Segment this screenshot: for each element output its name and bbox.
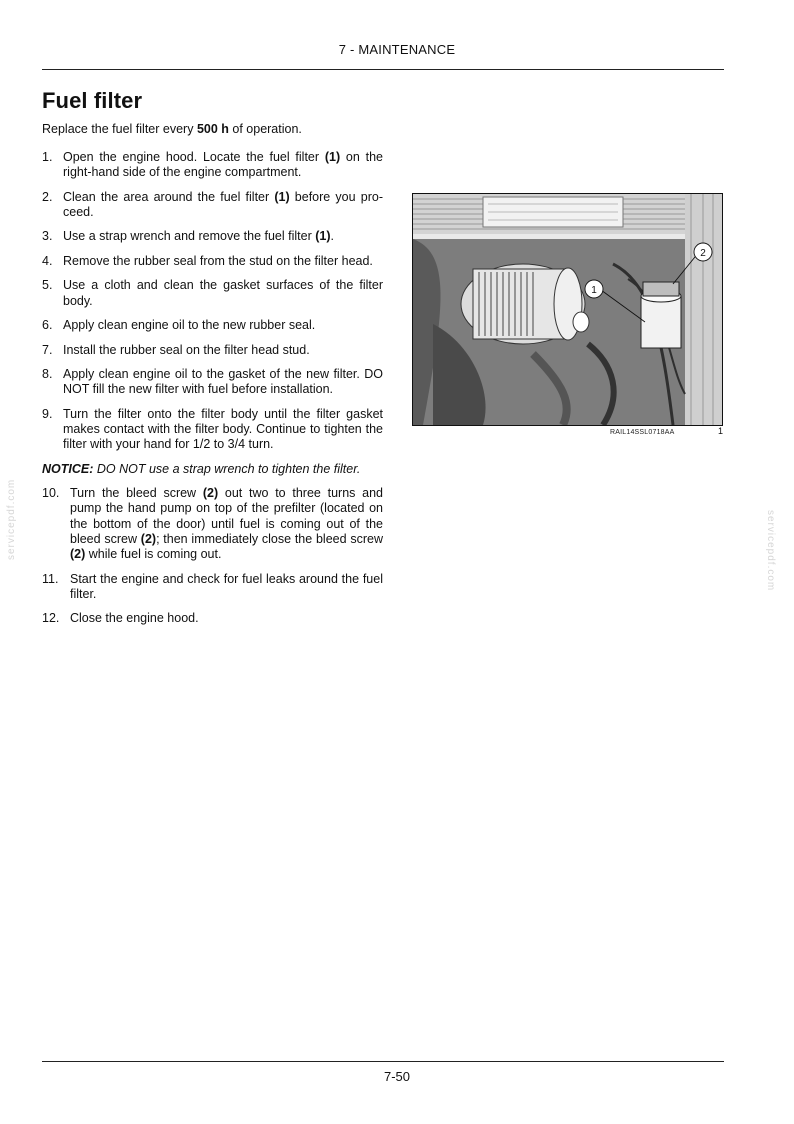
intro-prefix: Replace the fuel filter every xyxy=(42,122,197,136)
step-text-part: Turn the filter onto the filter body until the filter gasket makes contact with the filter body. Continue to tighten the filter with your hand for 1/2 to 3/4 turn. xyxy=(63,406,383,452)
step-text-part: while fuel is coming out. xyxy=(85,547,222,562)
step-text xyxy=(70,486,383,562)
step-text xyxy=(63,229,383,244)
step-text-part: on the right-hand side of the engine compartment. xyxy=(63,150,384,180)
step-item xyxy=(42,278,383,308)
step-number: 12. xyxy=(42,611,60,626)
step-text-part: Apply clean engine oil to the new rubber seal. xyxy=(63,318,316,333)
step-text-part: Use a strap wrench and remove the fuel filter xyxy=(63,229,316,244)
step-item xyxy=(42,572,383,602)
intro-interval: 500 h xyxy=(196,122,229,136)
step-text xyxy=(63,343,383,358)
step-text xyxy=(63,150,383,180)
step-text-part: Install the rubber seal on the filter head stud. xyxy=(63,342,310,357)
step-text-part: Apply clean engine oil to the gasket of the new filter. DO NOT fill the new filter with fuel before installation. xyxy=(63,367,383,397)
step-text-part: Clean the area around the fuel filter xyxy=(63,189,275,204)
page-title: Fuel filter xyxy=(42,88,143,113)
step-text xyxy=(63,407,383,453)
procedure-steps xyxy=(42,150,383,636)
step-number: 1. xyxy=(42,150,53,164)
step-text xyxy=(63,278,383,308)
figure-number: 1 xyxy=(718,426,724,436)
step-number: 7. xyxy=(42,342,53,357)
step-number: 6. xyxy=(42,318,53,333)
page-number: 7-50 xyxy=(383,1069,411,1084)
step-item xyxy=(42,343,383,358)
callout-reference: (1) xyxy=(315,229,331,244)
step-number: 2. xyxy=(42,189,53,204)
step-text-part: Turn the bleed screw xyxy=(70,486,203,501)
notice-label: NOTICE: xyxy=(42,461,94,476)
step-text-part: . xyxy=(330,229,334,244)
callout-reference: (2) xyxy=(70,547,86,562)
step-text-part: Use a cloth and clean the gasket surfaces of the filter body. xyxy=(63,278,383,308)
step-text-part: ; then immediately close the bleed screw xyxy=(156,531,383,546)
step-number: 10. xyxy=(42,486,60,501)
notice-text: DO NOT use a strap wrench to tighten the filter. xyxy=(93,461,361,476)
step-item xyxy=(42,150,383,180)
step-text xyxy=(63,367,383,397)
header-rule xyxy=(42,69,724,70)
step-text-part: before you proceed. xyxy=(63,189,383,219)
step-item xyxy=(42,190,383,220)
step-number: 4. xyxy=(42,253,53,268)
section-header: 7 - MAINTENANCE xyxy=(338,42,456,57)
step-item xyxy=(42,367,383,397)
step-text-part: Start the engine and check for fuel leaks around the fuel filter. xyxy=(70,571,383,601)
steps-list-continued xyxy=(42,486,383,626)
step-item xyxy=(42,229,383,244)
step-text xyxy=(70,611,383,626)
callout-2-label: 2 xyxy=(700,248,706,259)
callout-reference: (1) xyxy=(274,189,290,204)
step-text xyxy=(63,254,383,269)
callout-1-label: 1 xyxy=(591,285,597,296)
step-text-part: Remove the rubber seal from the stud on the filter head. xyxy=(63,253,373,268)
step-number: 9. xyxy=(42,406,53,421)
notice xyxy=(42,462,383,477)
intro-text xyxy=(42,122,387,137)
callout-reference: (2) xyxy=(202,486,219,501)
footer-rule xyxy=(42,1061,724,1062)
steps-list xyxy=(42,150,383,452)
step-number: 11. xyxy=(42,571,59,586)
intro-suffix: of operation. xyxy=(228,122,302,136)
step-text-part: Open the engine hood. Locate the fuel filter xyxy=(63,150,325,164)
step-text xyxy=(70,572,383,602)
callout-reference: (1) xyxy=(324,150,341,164)
fuel-filter-illustration xyxy=(413,194,722,425)
step-number: 3. xyxy=(42,229,53,244)
step-text xyxy=(63,190,383,220)
step-text xyxy=(63,318,383,333)
step-text-part: out two to three turns and pump the hand pump on top of the prefilter (located on the bottom of the door) until fuel is coming out of the bleed screw xyxy=(70,486,384,546)
step-item xyxy=(42,407,383,453)
figure-caption: RAIL14SSL0718AA xyxy=(610,429,675,436)
step-number: 5. xyxy=(42,278,53,293)
step-item xyxy=(42,318,383,333)
watermark-right: servicepdf.com xyxy=(765,510,776,592)
step-item xyxy=(42,254,383,269)
watermark-left: servicepdf.com xyxy=(6,478,17,560)
step-item xyxy=(42,486,383,562)
step-item xyxy=(42,611,383,626)
step-number: 8. xyxy=(42,367,53,382)
engine-compartment-figure xyxy=(412,193,723,426)
step-text-part: Close the engine hood. xyxy=(70,611,199,626)
callout-reference: (2) xyxy=(140,531,157,546)
